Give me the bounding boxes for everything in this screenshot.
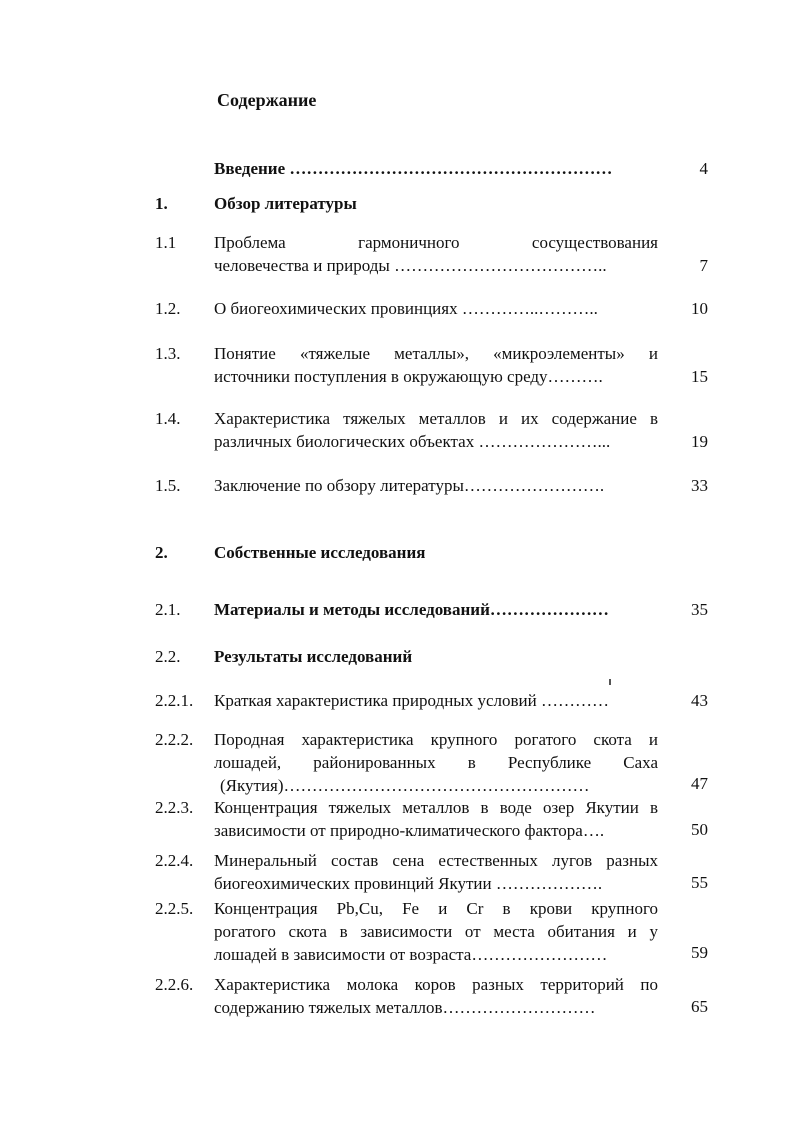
toc-entry-number: 1.3. — [155, 344, 181, 363]
toc-entry-page: 4 — [699, 159, 708, 178]
toc-entry-number: 2.2.4. — [155, 851, 194, 870]
toc-entry-number: 2.2.1. — [155, 691, 194, 710]
toc-entry-text: Результаты исследований — [214, 647, 413, 666]
toc-entry-text: (Якутия)……………………………………………… — [220, 776, 590, 795]
toc-entry-text: Породная характеристика крупного рогатого скота и — [214, 730, 658, 749]
toc-entry-number: 2.2.5. — [155, 899, 194, 918]
toc-entry-text: Материалы и методы исследований………………… — [214, 600, 609, 619]
toc-entry-page: 50 — [691, 820, 708, 839]
toc-entry-text: различных биологических объектах …………………... — [214, 432, 611, 451]
toc-entry-text: Характеристика тяжелых металлов и их содержание в — [214, 409, 658, 428]
toc-entry-text: Характеристика молока коров разных территорий по — [214, 975, 658, 994]
toc-entry-number: 1. — [155, 194, 168, 213]
toc-entry-text: лошадей, районированных в Республике Саха — [214, 753, 658, 772]
toc-entry-text: Проблема гармоничного сосуществования — [214, 233, 658, 252]
toc-entry-text: О биогеохимических провинциях …………..……….. — [214, 299, 598, 318]
toc-entry-page: 33 — [691, 476, 708, 495]
toc-entry-number: 2.1. — [155, 600, 181, 619]
toc-entry-text: человечества и природы ……………………………….. — [214, 256, 607, 275]
toc-entry-number: 2.2. — [155, 647, 181, 666]
toc-entry-text: Введение ………………………………………………… — [214, 159, 613, 178]
toc-entry-page: 65 — [691, 997, 708, 1016]
toc-entry-text: содержанию тяжелых металлов……………………… — [214, 998, 596, 1017]
toc-entry-number: 2. — [155, 543, 168, 562]
toc-entry-page: 19 — [691, 432, 708, 451]
toc-entry-page: 55 — [691, 873, 708, 892]
toc-entry-text: биогеохимических провинций Якутии ………………. — [214, 874, 603, 893]
toc-entry-page: 59 — [691, 943, 708, 962]
toc-entry-number: 2.2.3. — [155, 798, 194, 817]
toc-entry-text: Заключение по обзору литературы……………………. — [214, 476, 605, 495]
toc-entry-page: 10 — [691, 299, 708, 318]
toc-entry-page: 35 — [691, 600, 708, 619]
toc-entry-number: 2.2.2. — [155, 730, 194, 749]
toc-entry-text: рогатого скота в зависимости от места обитания и у — [214, 922, 658, 941]
scan-mark — [609, 679, 611, 685]
toc-entry-page: 47 — [691, 774, 708, 793]
toc-entry-text: Минеральный состав сена естественных лугов разных — [214, 851, 658, 870]
toc-entry-text: источники поступления в окружающую среду………. — [214, 367, 603, 386]
toc-entry-text: Обзор литературы — [214, 194, 357, 213]
toc-entry-number: 1.2. — [155, 299, 181, 318]
toc-entry-text: Понятие «тяжелые металлы», «микроэлементы» и — [214, 344, 658, 363]
toc-entry-text: зависимости от природно-климатического фактора…. — [214, 821, 605, 840]
toc-entry-number: 1.5. — [155, 476, 181, 495]
toc-entry-number: 2.2.6. — [155, 975, 194, 994]
toc-entry-number: 1.4. — [155, 409, 181, 428]
toc-entry-page: 7 — [699, 256, 708, 275]
toc-entry-text: лошадей в зависимости от возраста…………………… — [214, 945, 608, 964]
page-title: Содержание — [217, 90, 317, 110]
toc-entry-page: 43 — [691, 691, 708, 710]
toc-entry-number: 1.1 — [155, 233, 177, 252]
toc-entry-text: Краткая характеристика природных условий ………… — [214, 691, 609, 710]
toc-entry-text: Собственные исследования — [214, 543, 426, 562]
toc-entry-text: Концентрация тяжелых металлов в воде озер Якутии в — [214, 798, 658, 817]
toc-entry-page: 15 — [691, 367, 708, 386]
toc-entry-text: Концентрация Pb,Cu, Fe и Cr в крови крупного — [214, 899, 658, 918]
